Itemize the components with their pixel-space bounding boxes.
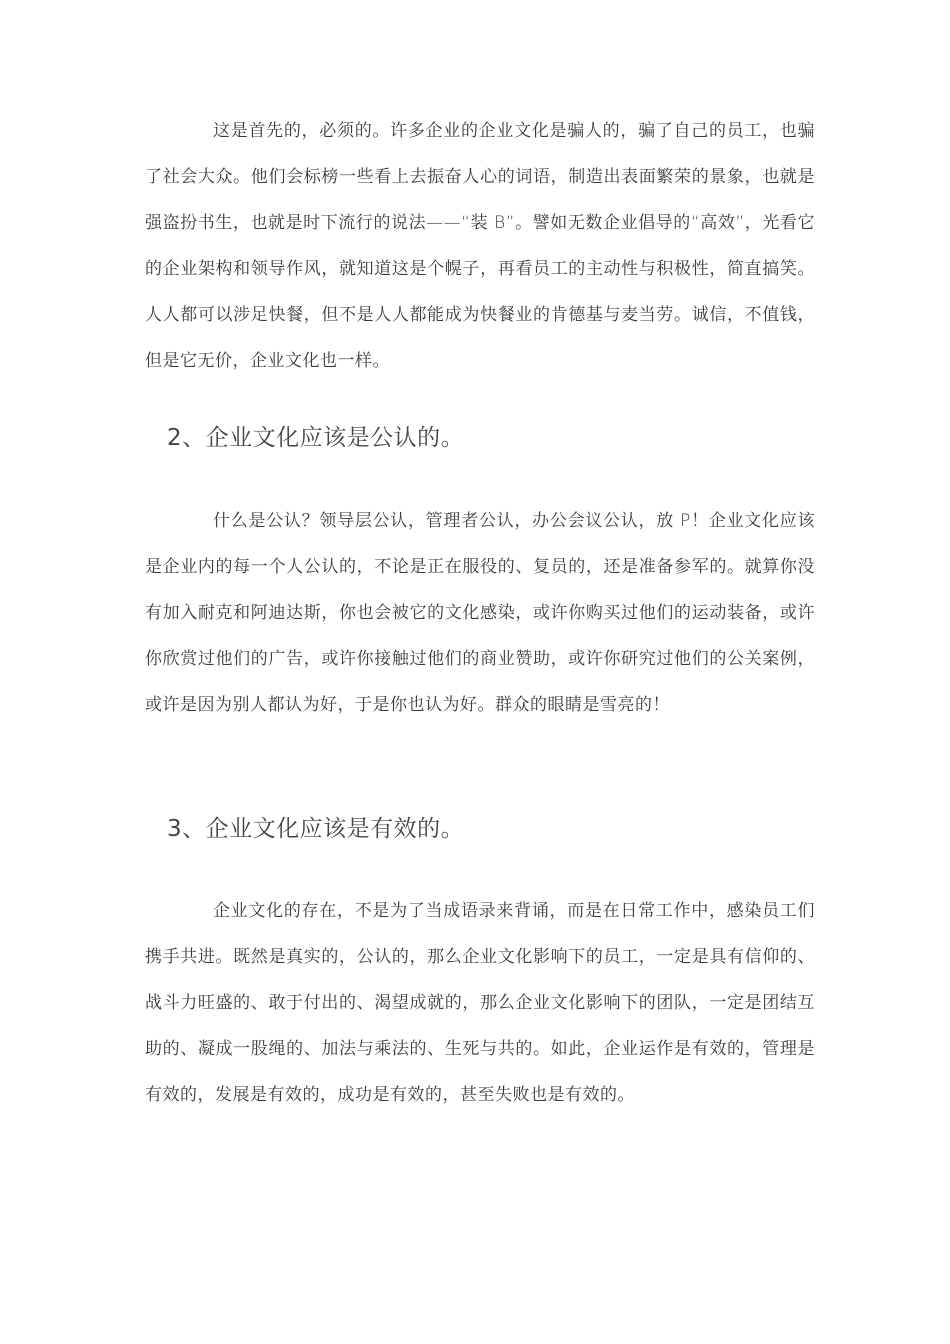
body-paragraph-1: 这是首先的，必须的。许多企业的企业文化是骗人的，骗了自己的员工，也骗了社会大众。他们会标榜一些看上去振奋人心的词语，制造出表面繁荣的景象，也就是强盗扮书生，也就是时下流行的说法——“装 B”。譬如无数企业倡导的“高效”，光看它的企业架构和领导作风，就知道这是个幌子，再看员工的主动性与积极性，简直搞笑。人人都可以涉足快餐，但不是人人都能成为快餐业的肯德基与麦当劳。诚信，不值钱，但是它无价，企业文化也一样。 [145, 121, 815, 371]
section-heading-3: 3、企业文化应该是有效的。 [167, 816, 465, 842]
body-paragraph-2: 什么是公认？领导层公认，管理者公认，办公会议公认，放 P！企业文化应该是企业内的每一个人公认的，不论是正在服役的、复员的，还是准备参军的。就算你没有加入耐克和阿迪达斯，你也会被它的文化感染，或许你购买过他们的运动装备，或许你欣赏过他们的广告，或许你接触过他们的商业赞助，或许你研究过他们的公关案例，或许是因为别人都认为好，于是你也认为好。群众的眼睛是雪亮的！ [145, 511, 815, 715]
section-heading-2: 2、企业文化应该是公认的。 [167, 425, 465, 451]
body-paragraph-3: 企业文化的存在，不是为了当成语录来背诵，而是在日常工作中，感染员工们携手共进。既然是真实的，公认的，那么企业文化影响下的员工，一定是具有信仰的、战斗力旺盛的、敢于付出的、渴望成就的，那么企业文化影响下的团队，一定是团结互助的、凝成一股绳的、加法与乘法的、生死与共的。如此，企业运作是有效的，管理是有效的，发展是有效的，成功是有效的，甚至失败也是有效的。 [145, 901, 815, 1105]
